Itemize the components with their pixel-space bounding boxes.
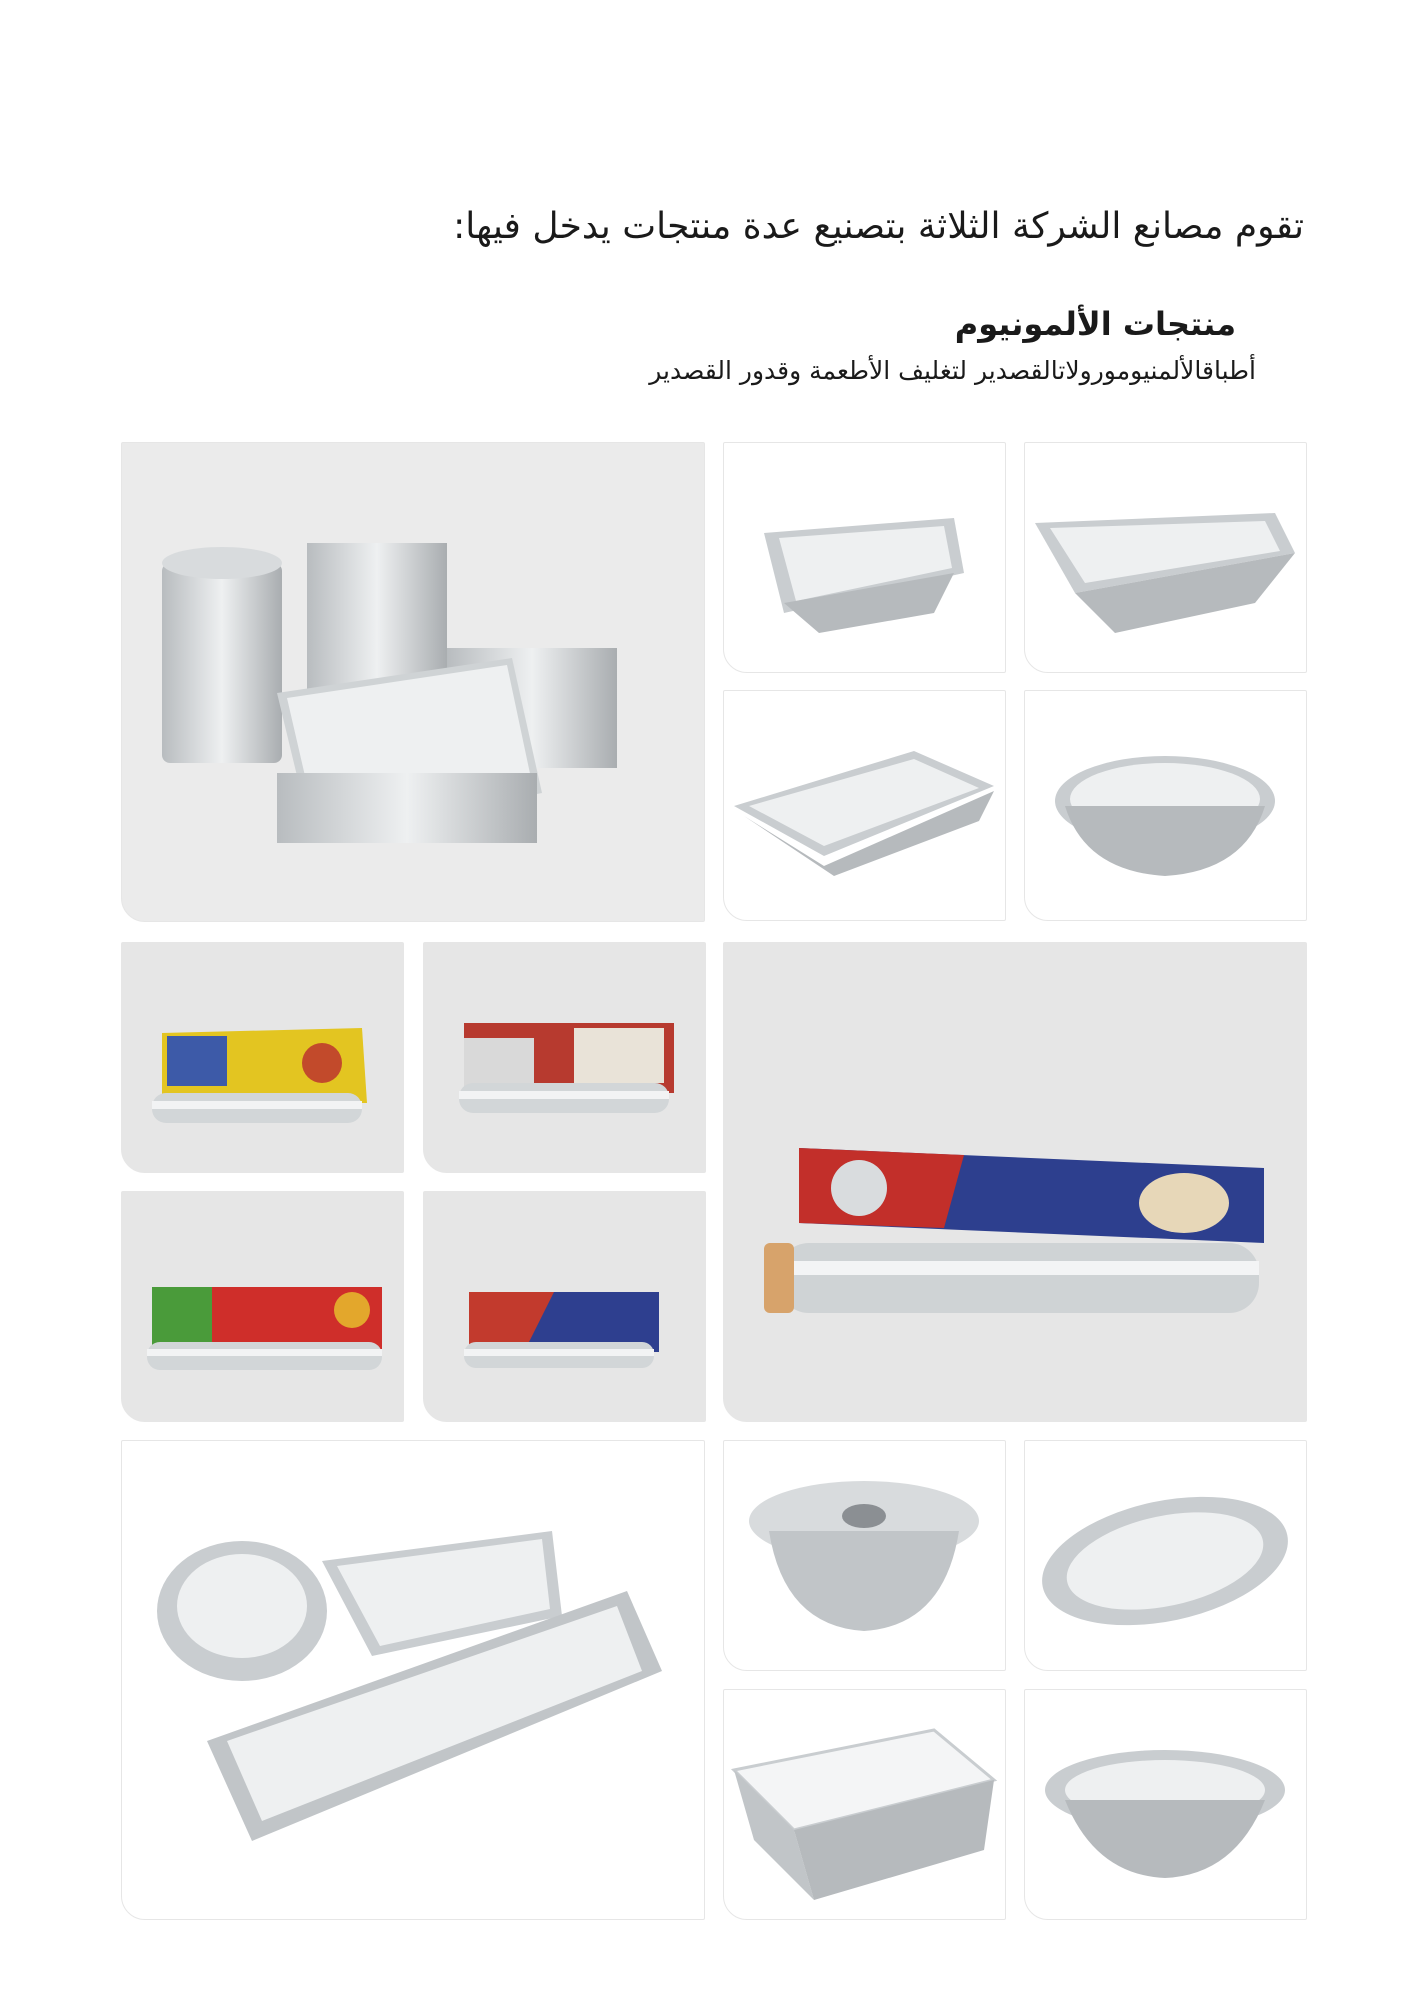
foil-roll-red-box-photo xyxy=(423,942,706,1173)
oval-bowl-photo xyxy=(1024,1689,1307,1920)
foil-roll-yellow-box-photo xyxy=(121,942,404,1173)
round-dish-photo xyxy=(1024,690,1307,921)
section-description: أطباقالألمنيومورولاتالقصدير لتغليف الأطعمة وقدور القصدير xyxy=(649,356,1256,385)
foil-roll-green-red-box-photo xyxy=(121,1191,404,1422)
foil-roll-blue-box-photo xyxy=(423,1191,706,1422)
mixed-containers-photo xyxy=(121,1440,705,1920)
section-title: منتجات الألمونيوم xyxy=(954,305,1236,343)
rectangular-container-photo xyxy=(1024,442,1307,673)
lidded-loaf-pan-photo xyxy=(723,1689,1006,1920)
large-baking-tray-photo xyxy=(723,690,1006,921)
stacked-aluminum-containers-photo xyxy=(121,442,705,922)
foil-roll-large-box-photo xyxy=(723,942,1307,1422)
rectangular-tray-photo xyxy=(723,442,1006,673)
page-heading: تقوم مصانع الشركة الثلاثة بتصنيع عدة منتجات يدخل فيها: xyxy=(453,206,1304,247)
pot-with-lid-photo xyxy=(723,1440,1006,1671)
oval-platter-photo xyxy=(1024,1440,1307,1671)
